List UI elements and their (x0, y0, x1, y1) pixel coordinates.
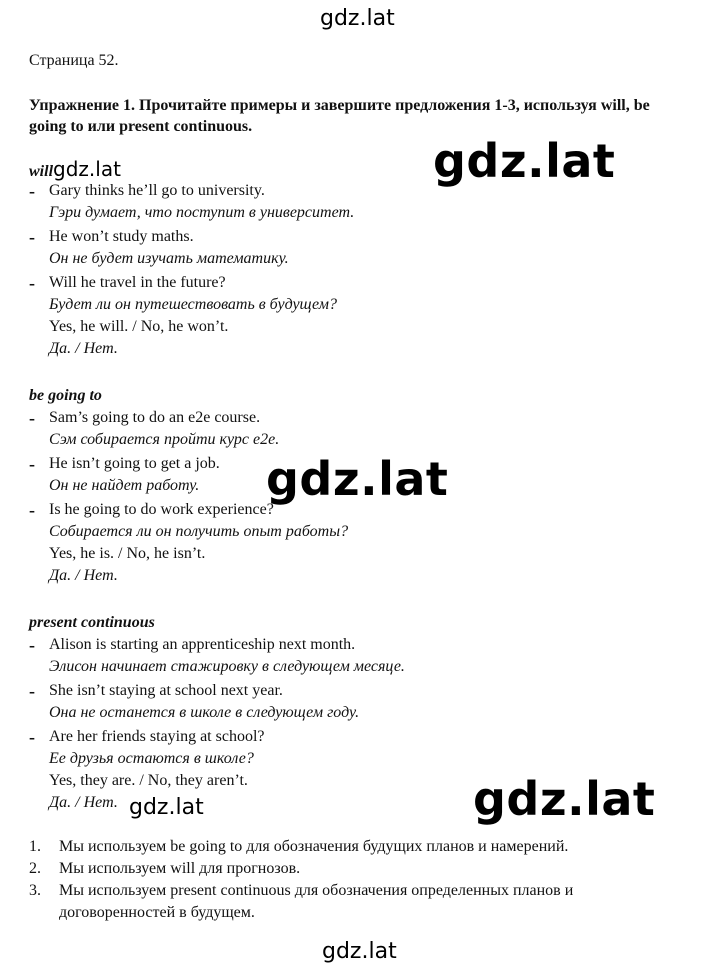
page-number: Страница 52. (29, 52, 119, 69)
russian-translation: Будет ли он путешествовать в будущем? (49, 296, 337, 313)
exercise-task: Упражнение 1. Прочитайте примеры и завершите предложения 1-3, используя will, be going to или present continuous. (29, 97, 650, 135)
bullet-dash: - (29, 273, 35, 293)
english-sentence: Are her friends staying at school? (49, 728, 265, 745)
bullet-dash: - (29, 635, 35, 655)
list-item (29, 880, 689, 924)
list-item (29, 272, 689, 360)
item-number: 1. (29, 838, 41, 855)
list-item (29, 226, 689, 270)
bullet-dash: - (29, 408, 35, 428)
section-will (29, 158, 689, 360)
english-sentence: Is he going to do work experience? (49, 501, 274, 518)
bullet-dash: - (29, 727, 35, 747)
russian-translation: Сэм собирается пройти курс e2e. (49, 431, 280, 448)
watermark-top: gdz.lat (320, 6, 395, 31)
list-item (29, 407, 689, 451)
russian-translation: Собирается ли он получить опыт работы? (49, 523, 349, 540)
english-sentence: He won’t study maths. (49, 228, 194, 245)
russian-answer: Да. / Нет. (49, 794, 118, 811)
section-title: be going to (29, 387, 102, 404)
watermark-large: gdz.lat (433, 134, 616, 188)
section-title: present continuous (29, 614, 155, 631)
item-text: Мы используем be going to для обозначения будущих планов и намерений. (59, 838, 569, 855)
english-answer: Yes, they are. / No, they aren’t. (49, 772, 248, 789)
section-title-text: will (29, 163, 54, 180)
watermark-large: gdz.lat (473, 772, 656, 826)
bullet-dash: - (29, 681, 35, 701)
item-text: Мы используем will для прогнозов. (59, 860, 301, 877)
bullet-dash: - (29, 454, 35, 474)
item-text: Мы используем present continuous для обозначения определенных планов и договоренностей в будущем. (59, 882, 574, 921)
russian-translation: Он не будет изучать математику. (49, 250, 289, 267)
item-number: 2. (29, 860, 41, 877)
list-item (29, 836, 689, 858)
list-item (29, 634, 689, 678)
watermark-bottom: gdz.lat (322, 939, 397, 964)
bullet-dash: - (29, 500, 35, 520)
english-sentence: She isn’t staying at school next year. (49, 682, 283, 699)
watermark-small: gdz.lat (129, 795, 204, 820)
russian-translation: Он не найдет работу. (49, 477, 200, 494)
bullet-dash: - (29, 227, 35, 247)
english-sentence: Will he travel in the future? (49, 274, 226, 291)
russian-translation: Элисон начинает стажировку в следующем месяце. (49, 658, 405, 675)
item-number: 3. (29, 882, 41, 899)
list-item (29, 858, 689, 880)
watermark-inline: gdz.lat (53, 157, 121, 181)
watermark-large: gdz.lat (266, 452, 449, 506)
list-item (29, 680, 689, 724)
english-sentence: He isn’t going to get a job. (49, 455, 220, 472)
english-answer: Yes, he will. / No, he won’t. (49, 318, 229, 335)
russian-translation: Ее друзья остаются в школе? (49, 750, 254, 767)
conclusions-list (29, 836, 689, 924)
english-sentence: Sam’s going to do an e2e course. (49, 409, 261, 426)
list-item (29, 499, 689, 587)
bullet-dash: - (29, 181, 35, 201)
english-sentence: Gary thinks he’ll go to university. (49, 182, 265, 199)
english-answer: Yes, he is. / No, he isn’t. (49, 545, 206, 562)
russian-answer: Да. / Нет. (49, 567, 118, 584)
russian-translation: Она не останется в школе в следующем году. (49, 704, 360, 721)
russian-translation: Гэри думает, что поступит в университет. (49, 204, 355, 221)
russian-answer: Да. / Нет. (49, 340, 118, 357)
english-sentence: Alison is starting an apprenticeship next month. (49, 636, 356, 653)
